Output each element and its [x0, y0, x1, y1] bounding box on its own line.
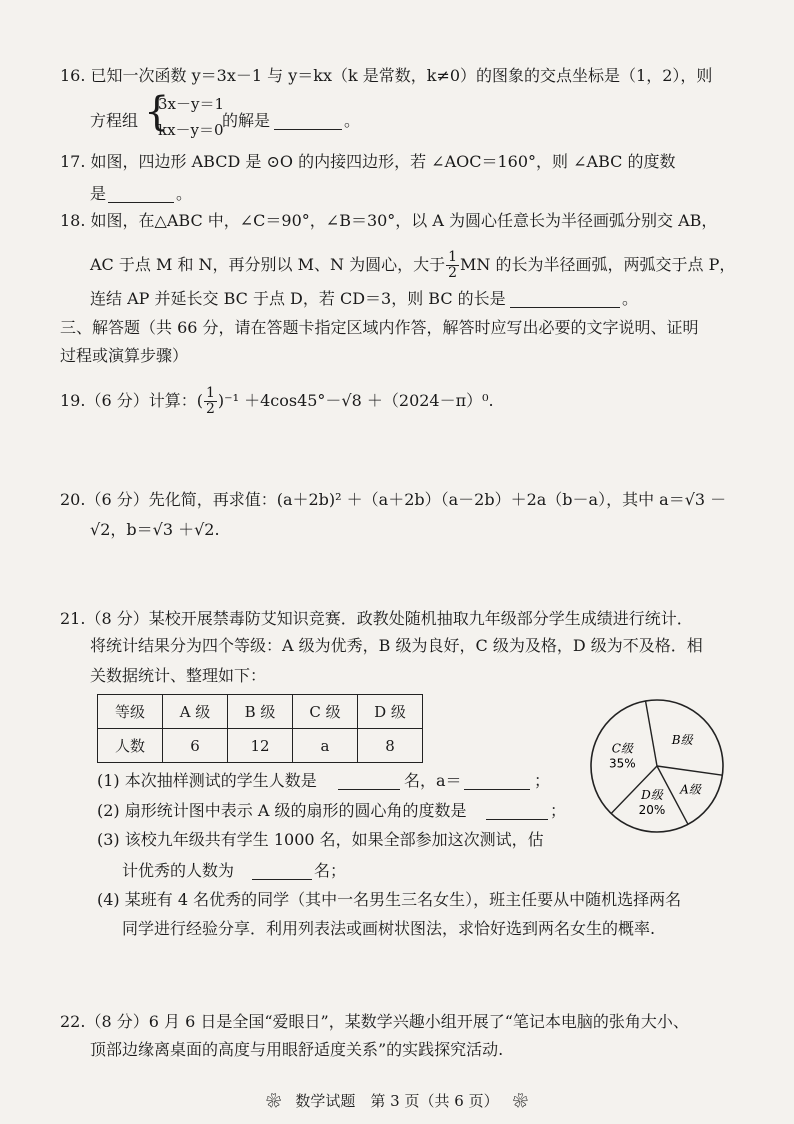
q21-p1b: 名，a＝ — [404, 771, 462, 790]
q21-p4b: 同学进行经验分享．利用列表法或画树状图法，求恰好选到两名女生的概率. — [122, 919, 656, 938]
q18-line2 — [90, 250, 735, 281]
q21-p2a: (2) 扇形统计图中表示 A 级的扇形的圆心角的度数是 — [97, 801, 467, 820]
q21-line2: 将统计结果分为四个等级：A 级为优秀，B 级为良好，C 级为及格，D 级为不及格．相 — [90, 636, 703, 655]
q20-line2: √2，b＝√3 ＋√2. — [90, 520, 220, 539]
table-cell: 6 — [163, 729, 228, 763]
fraction-half — [446, 250, 459, 281]
q19-b: )⁻¹ ＋4cos45°－√8 ＋（2024－π）⁰. — [217, 391, 494, 410]
q18-line1: 18. 如图，在△ABC 中，∠C＝90°，∠B＝30°，以 A 为圆心任意长为半径画弧分别交 AB， — [60, 211, 718, 230]
q21-p1-blank1 — [338, 775, 400, 790]
pie-slice-percent: 20% — [638, 802, 666, 817]
fraction-half — [204, 386, 217, 417]
section3-line2: 过程或演算步骤） — [60, 346, 189, 365]
q17-line2: 是 — [90, 184, 107, 203]
q22-line2: 顶部边缘离桌面的高度与用眼舒适度关系”的实践探究活动. — [90, 1040, 504, 1059]
q16-answer-blank — [274, 115, 342, 130]
q16-prefix: 方程组 — [90, 111, 139, 130]
q21-p3a: (3) 该校九年级共有学生 1000 名，如果全部参加这次测试，估 — [97, 830, 544, 849]
table-header-cell: B 级 — [228, 695, 293, 729]
table-header-cell: 等级 — [98, 695, 163, 729]
q21-p3c: 名； — [314, 861, 347, 880]
q19-line — [60, 386, 494, 417]
table-cell: 人数 — [98, 729, 163, 763]
q21-p1c: ； — [534, 771, 551, 790]
q18-end: 。 — [622, 289, 639, 308]
q21-p4a: (4) 某班有 4 名优秀的同学（其中一名男生三名女生），班主任要从中随机选择两名 — [97, 890, 682, 909]
q18-line3: 连结 AP 并延长交 BC 于点 D，若 CD＝3，则 BC 的长是 — [90, 289, 506, 308]
q21-p2-blank — [486, 805, 548, 820]
q21-p3-blank — [252, 865, 312, 880]
frac-numerator: 1 — [205, 385, 215, 401]
q21-p1a: (1) 本次抽样测试的学生人数是 — [97, 771, 317, 790]
table-cell: 12 — [228, 729, 293, 763]
frac-numerator: 1 — [448, 249, 458, 265]
pie-slice-label: D级 — [641, 787, 663, 802]
page-footer — [0, 1090, 794, 1111]
q16-suffix: 的解是 — [222, 111, 271, 130]
pie-slice-boundary — [646, 701, 657, 766]
table-row — [98, 729, 423, 763]
q16-eq1: 3x－y＝1 — [158, 95, 225, 113]
q17-end: 。 — [176, 184, 193, 203]
q18-line2-a: AC 于点 M 和 N，再分别以 M、N 为圆心，大于 — [90, 255, 446, 274]
q21-line3: 关数据统计、整理如下： — [90, 666, 267, 685]
q18-line2-b: MN 的长为半径画弧，两弧交于点 P， — [460, 255, 736, 274]
q20-line1: 20.（6 分）先化简，再求值：(a＋2b)² ＋（a＋2b）（a－2b）＋2a（b－a），其中 a＝√3 － — [60, 490, 727, 509]
pie-slice-boundary — [657, 766, 722, 775]
table-row — [98, 695, 423, 729]
equation-brace: { — [144, 89, 170, 135]
table-header-cell: A 级 — [163, 695, 228, 729]
q18-answer-blank — [510, 293, 620, 308]
footer-text: 数学试题 第 3 页（共 6 页） — [295, 1092, 499, 1110]
q16-eq2: kx－y＝0 — [158, 121, 224, 139]
flower-ornament-icon: ❀ — [512, 1092, 528, 1110]
pie-slice-percent: 35% — [608, 756, 636, 771]
pie-slice-label: B级 — [671, 732, 693, 747]
pie-slice-label: A级 — [680, 782, 701, 797]
frac-denominator: 2 — [205, 401, 215, 417]
q17-answer-blank — [108, 188, 174, 203]
q16-line1: 16. 已知一次函数 y＝3x－1 与 y＝kx（k 是常数，k≠0）的图象的交点坐标是（1，2），则 — [60, 66, 713, 85]
q21-p1-blank2 — [464, 775, 530, 790]
frac-denominator: 2 — [448, 265, 458, 281]
q17-line1: 17. 如图，四边形 ABCD 是 ⊙O 的内接四边形，若 ∠AOC＝160°，则 ∠ABC 的度数 — [60, 152, 676, 171]
section3-line1: 三、解答题（共 66 分，请在答题卡指定区域内作答，解答时应写出必要的文字说明、证明 — [60, 318, 699, 337]
q21-line1: 21.（8 分）某校开展禁毒防艾知识竞赛．政教处随机抽取九年级部分学生成绩进行统计． — [60, 609, 693, 628]
grade-stats-table — [97, 694, 423, 763]
q22-line1: 22.（8 分）6 月 6 日是全国“爱眼日”，某数学兴趣小组开展了“笔记本电脑的张角大小、 — [60, 1012, 689, 1031]
q21-p2b: ； — [550, 801, 567, 820]
flower-ornament-icon: ❀ — [266, 1092, 282, 1110]
grade-pie-chart — [587, 696, 727, 836]
table-header-cell: D 级 — [358, 695, 423, 729]
table-header-cell: C 级 — [293, 695, 358, 729]
q21-p3b: 计优秀的人数为 — [122, 861, 235, 880]
q19-a: 19.（6 分）计算：( — [60, 391, 203, 410]
q16-end: 。 — [344, 111, 361, 130]
table-cell: 8 — [358, 729, 423, 763]
pie-slice-label: C级 — [611, 741, 633, 756]
table-cell: a — [293, 729, 358, 763]
